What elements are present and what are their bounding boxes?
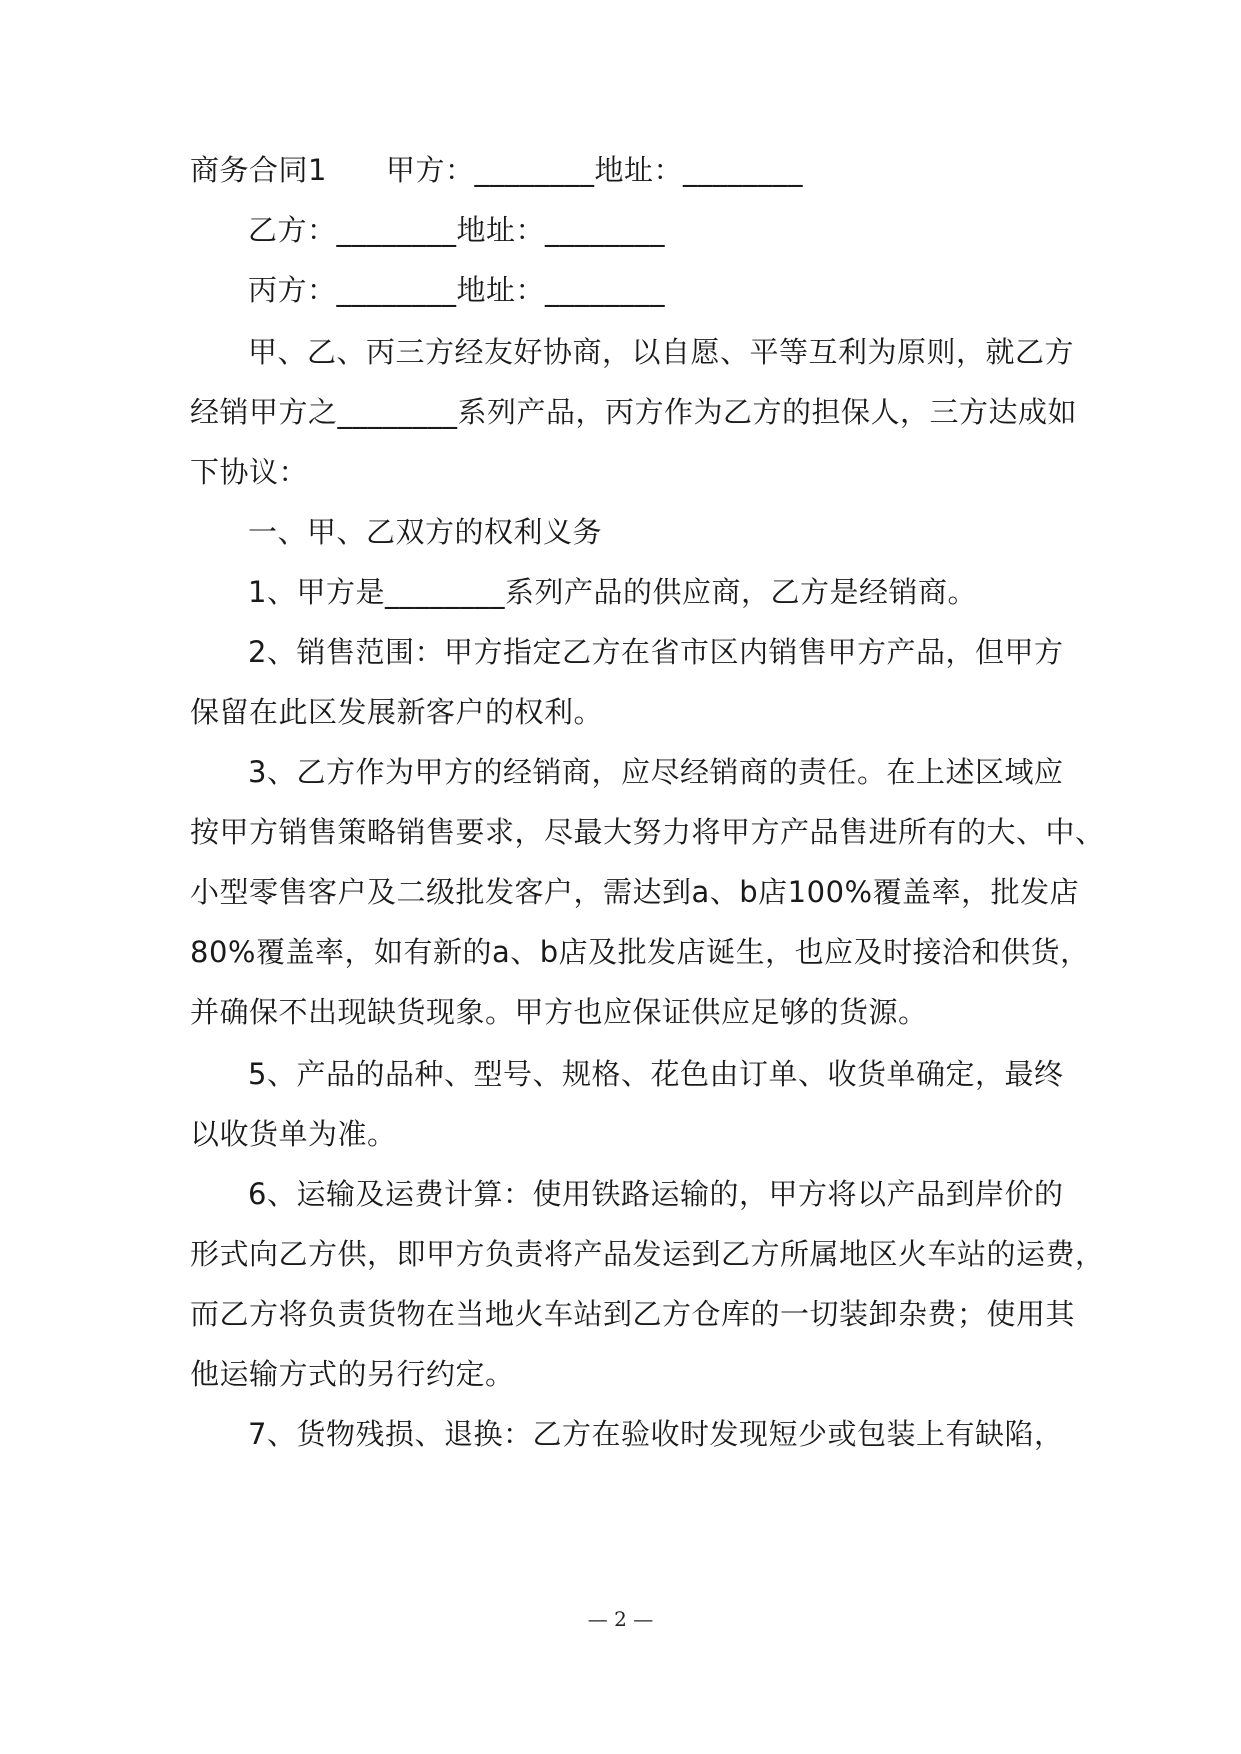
- paragraph-line: 80%覆盖率，如有新的a、b店及批发店诞生，也应及时接洽和供货，: [190, 935, 1090, 969]
- section-heading: 一、甲、乙双方的权利义务: [248, 515, 603, 549]
- party-b-line: 乙方：________地址：________: [248, 213, 666, 247]
- paragraph-line: 经销甲方之________系列产品，丙方作为乙方的担保人，三方达成如: [190, 395, 1078, 429]
- paragraph-line: 甲、乙、丙三方经友好协商，以自愿、平等互利为原则，就乙方: [248, 335, 1075, 369]
- paragraph-line: 小型零售客户及二级批发客户，需达到a、b店100%覆盖率，批发店: [190, 875, 1080, 909]
- paragraph-line: 1、甲方是________系列产品的供应商，乙方是经销商。: [248, 575, 977, 609]
- paragraph-line: 7、货物残损、退换：乙方在验收时发现短少或包装上有缺陷，: [248, 1417, 1064, 1451]
- paragraph-line: 保留在此区发展新客户的权利。: [190, 695, 604, 729]
- paragraph-line: 5、产品的品种、型号、规格、花色由订单、收货单确定，最终: [248, 1057, 1064, 1091]
- paragraph-line: 他运输方式的另行约定。: [190, 1357, 515, 1391]
- paragraph-line: 下协议：: [190, 455, 309, 489]
- paragraph-line: 形式向乙方供，即甲方负责将产品发运到乙方所属地区火车站的运费，: [190, 1237, 1105, 1271]
- page-number: — 2 —: [587, 1607, 654, 1631]
- contract-header-line: 商务合同1 甲方：________地址：________: [190, 153, 803, 187]
- paragraph-line: 并确保不出现缺货现象。甲方也应保证供应足够的货源。: [190, 995, 928, 1029]
- paragraph-line: 2、销售范围：甲方指定乙方在省市区内销售甲方产品，但甲方: [248, 635, 1064, 669]
- paragraph-line: 按甲方销售策略销售要求，尽最大努力将甲方产品售进所有的大、中、: [190, 815, 1105, 849]
- party-c-line: 丙方：________地址：________: [248, 273, 666, 307]
- paragraph-line: 而乙方将负责货物在当地火车站到乙方仓库的一切装卸杂费；使用其: [190, 1297, 1076, 1331]
- paragraph-line: 6、运输及运费计算：使用铁路运输的，甲方将以产品到岸价的: [248, 1177, 1064, 1211]
- paragraph-line: 以收货单为准。: [190, 1117, 397, 1151]
- paragraph-line: 3、乙方作为甲方的经销商，应尽经销商的责任。在上述区域应: [248, 755, 1064, 789]
